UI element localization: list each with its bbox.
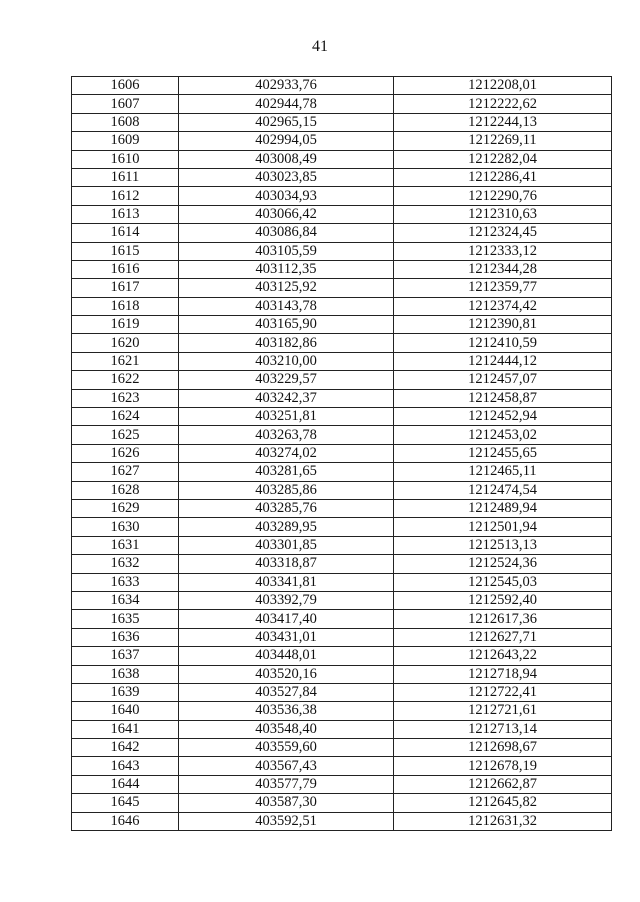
x-coordinate-cell: 403289,95 [179,518,394,536]
table-row [72,371,612,389]
point-number-cell: 1628 [72,481,179,499]
x-coordinate-cell: 403034,93 [179,187,394,205]
point-number-cell: 1622 [72,371,179,389]
point-number-cell: 1644 [72,775,179,793]
point-number-cell: 1630 [72,518,179,536]
table-row [72,242,612,260]
x-coordinate-cell: 403066,42 [179,205,394,223]
point-number-cell: 1637 [72,647,179,665]
table-row [72,720,612,738]
y-coordinate-cell: 1212465,11 [394,463,612,481]
x-coordinate-cell: 403229,57 [179,371,394,389]
y-coordinate-cell: 1212390,81 [394,316,612,334]
table-row [72,224,612,242]
table-row [72,297,612,315]
point-number-cell: 1629 [72,499,179,517]
point-number-cell: 1639 [72,683,179,701]
table-row [72,132,612,150]
point-number-cell: 1633 [72,573,179,591]
x-coordinate-cell: 403210,00 [179,352,394,370]
point-number-cell: 1611 [72,168,179,186]
table-row [72,739,612,757]
x-coordinate-cell: 402933,76 [179,77,394,95]
y-coordinate-cell: 1212643,22 [394,647,612,665]
x-coordinate-cell: 403112,35 [179,260,394,278]
x-coordinate-cell: 403592,51 [179,812,394,830]
y-coordinate-cell: 1212452,94 [394,408,612,426]
x-coordinate-cell: 403318,87 [179,555,394,573]
table-row [72,683,612,701]
point-number-cell: 1608 [72,113,179,131]
table-row [72,499,612,517]
y-coordinate-cell: 1212645,82 [394,794,612,812]
point-number-cell: 1612 [72,187,179,205]
table-row [72,647,612,665]
table-row [72,628,612,646]
point-number-cell: 1646 [72,812,179,830]
x-coordinate-cell: 403008,49 [179,150,394,168]
x-coordinate-cell: 403086,84 [179,224,394,242]
x-coordinate-cell: 403182,86 [179,334,394,352]
y-coordinate-cell: 1212489,94 [394,499,612,517]
y-coordinate-cell: 1212269,11 [394,132,612,150]
point-number-cell: 1620 [72,334,179,352]
table-row [72,187,612,205]
x-coordinate-cell: 403263,78 [179,426,394,444]
table-row [72,150,612,168]
table-row [72,573,612,591]
y-coordinate-cell: 1212222,62 [394,95,612,113]
point-number-cell: 1626 [72,444,179,462]
table-row [72,352,612,370]
y-coordinate-cell: 1212713,14 [394,720,612,738]
y-coordinate-cell: 1212662,87 [394,775,612,793]
point-number-cell: 1634 [72,591,179,609]
y-coordinate-cell: 1212359,77 [394,279,612,297]
x-coordinate-cell: 403587,30 [179,794,394,812]
table-row [72,463,612,481]
table-row [72,316,612,334]
point-number-cell: 1642 [72,739,179,757]
x-coordinate-cell: 403125,92 [179,279,394,297]
point-number-cell: 1621 [72,352,179,370]
table-row [72,77,612,95]
table-row [72,168,612,186]
table-row [72,408,612,426]
table-row [72,444,612,462]
table-row [72,536,612,554]
table-row [72,205,612,223]
y-coordinate-cell: 1212474,54 [394,481,612,499]
y-coordinate-cell: 1212501,94 [394,518,612,536]
point-number-cell: 1607 [72,95,179,113]
table-row [72,426,612,444]
table-row [72,610,612,628]
point-number-cell: 1635 [72,610,179,628]
point-number-cell: 1645 [72,794,179,812]
x-coordinate-cell: 402944,78 [179,95,394,113]
x-coordinate-cell: 403548,40 [179,720,394,738]
y-coordinate-cell: 1212455,65 [394,444,612,462]
x-coordinate-cell: 403417,40 [179,610,394,628]
y-coordinate-cell: 1212513,13 [394,536,612,554]
point-number-cell: 1613 [72,205,179,223]
y-coordinate-cell: 1212721,61 [394,702,612,720]
point-number-cell: 1643 [72,757,179,775]
x-coordinate-cell: 403536,38 [179,702,394,720]
y-coordinate-cell: 1212458,87 [394,389,612,407]
x-coordinate-cell: 403341,81 [179,573,394,591]
point-number-cell: 1616 [72,260,179,278]
y-coordinate-cell: 1212310,63 [394,205,612,223]
y-coordinate-cell: 1212718,94 [394,665,612,683]
table-row [72,665,612,683]
x-coordinate-cell: 403431,01 [179,628,394,646]
point-number-cell: 1640 [72,702,179,720]
point-number-cell: 1624 [72,408,179,426]
point-number-cell: 1638 [72,665,179,683]
y-coordinate-cell: 1212545,03 [394,573,612,591]
point-number-cell: 1614 [72,224,179,242]
x-coordinate-cell: 403285,76 [179,499,394,517]
point-number-cell: 1631 [72,536,179,554]
y-coordinate-cell: 1212722,41 [394,683,612,701]
y-coordinate-cell: 1212617,36 [394,610,612,628]
x-coordinate-cell: 403559,60 [179,739,394,757]
point-number-cell: 1619 [72,316,179,334]
x-coordinate-cell: 403301,85 [179,536,394,554]
x-coordinate-cell: 403023,85 [179,168,394,186]
table-row [72,389,612,407]
point-number-cell: 1617 [72,279,179,297]
y-coordinate-cell: 1212282,04 [394,150,612,168]
y-coordinate-cell: 1212208,01 [394,77,612,95]
point-number-cell: 1609 [72,132,179,150]
y-coordinate-cell: 1212698,67 [394,739,612,757]
point-number-cell: 1625 [72,426,179,444]
y-coordinate-cell: 1212410,59 [394,334,612,352]
table-row [72,757,612,775]
y-coordinate-cell: 1212631,32 [394,812,612,830]
y-coordinate-cell: 1212678,19 [394,757,612,775]
x-coordinate-cell: 403251,81 [179,408,394,426]
y-coordinate-cell: 1212344,28 [394,260,612,278]
point-number-cell: 1623 [72,389,179,407]
point-number-cell: 1615 [72,242,179,260]
x-coordinate-cell: 403285,86 [179,481,394,499]
x-coordinate-cell: 402994,05 [179,132,394,150]
table-row [72,591,612,609]
y-coordinate-cell: 1212333,12 [394,242,612,260]
x-coordinate-cell: 403527,84 [179,683,394,701]
point-number-cell: 1636 [72,628,179,646]
table-row [72,260,612,278]
table-row [72,113,612,131]
x-coordinate-cell: 403274,02 [179,444,394,462]
point-number-cell: 1641 [72,720,179,738]
page-number: 41 [312,38,328,55]
x-coordinate-cell: 403392,79 [179,591,394,609]
x-coordinate-cell: 403448,01 [179,647,394,665]
table-row [72,481,612,499]
y-coordinate-cell: 1212592,40 [394,591,612,609]
point-number-cell: 1632 [72,555,179,573]
x-coordinate-cell: 403242,37 [179,389,394,407]
y-coordinate-cell: 1212324,45 [394,224,612,242]
table-row [72,812,612,830]
table-row [72,279,612,297]
point-number-cell: 1606 [72,77,179,95]
x-coordinate-cell: 403143,78 [179,297,394,315]
y-coordinate-cell: 1212290,76 [394,187,612,205]
coordinates-table [71,76,612,831]
x-coordinate-cell: 403281,65 [179,463,394,481]
table-row [72,702,612,720]
x-coordinate-cell: 403165,90 [179,316,394,334]
y-coordinate-cell: 1212286,41 [394,168,612,186]
table-row [72,95,612,113]
y-coordinate-cell: 1212374,42 [394,297,612,315]
point-number-cell: 1610 [72,150,179,168]
y-coordinate-cell: 1212524,36 [394,555,612,573]
y-coordinate-cell: 1212453,02 [394,426,612,444]
y-coordinate-cell: 1212444,12 [394,352,612,370]
y-coordinate-cell: 1212457,07 [394,371,612,389]
x-coordinate-cell: 403105,59 [179,242,394,260]
x-coordinate-cell: 403577,79 [179,775,394,793]
x-coordinate-cell: 402965,15 [179,113,394,131]
table-row [72,518,612,536]
table-row [72,794,612,812]
point-number-cell: 1627 [72,463,179,481]
x-coordinate-cell: 403567,43 [179,757,394,775]
point-number-cell: 1618 [72,297,179,315]
table-row [72,555,612,573]
x-coordinate-cell: 403520,16 [179,665,394,683]
y-coordinate-cell: 1212627,71 [394,628,612,646]
coordinates-table-body [72,77,612,831]
table-row [72,334,612,352]
table-row [72,775,612,793]
y-coordinate-cell: 1212244,13 [394,113,612,131]
